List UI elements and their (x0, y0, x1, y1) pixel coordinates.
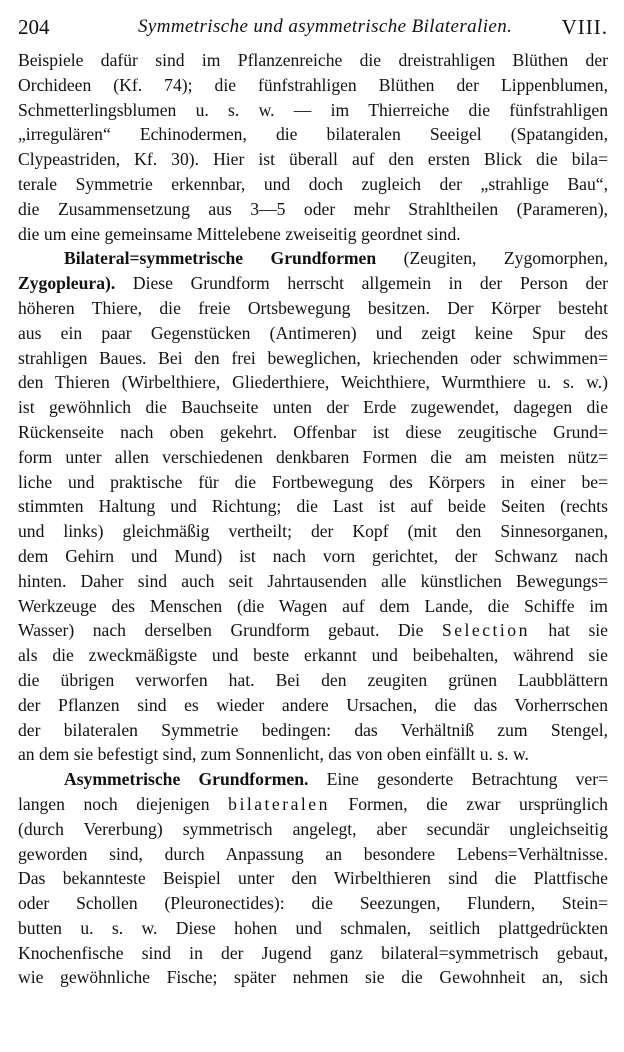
text-line: der bilateralen Symmetrie bedingen: das Verhältniß zum Stengel, (18, 719, 608, 740)
section-heading: Bilateral=symmetrische Grundformen (64, 248, 377, 269)
text-line: Beispiele dafür sind im Pflanzenreiche die dreistrahligen Blüthen der (18, 50, 608, 70)
text-run: langen noch diejenigen (18, 793, 229, 814)
text-line: an dem sie befestigt sind, zum Sonnenlicht, das von oben einfällt u. s. w. (18, 744, 529, 765)
paragraph (18, 767, 608, 990)
text-line: stimmten Haltung und Richtung; die Last ist auf beide Seiten (rechts (18, 496, 608, 517)
text-run: Eine gesonderte Betrachtung ver= (308, 769, 608, 790)
text-run: Die (379, 620, 442, 641)
text-line (18, 271, 608, 296)
text-line: wie gewöhnliche Fische; später nehmen sie die Gewohnheit an, sich (18, 967, 608, 988)
text-run: Wasser) nach derselben Grundform gebaut. (18, 620, 380, 641)
text-line: Knochenfische sind in der Jugend ganz bilateral=symmetrisch gebaut, (18, 942, 608, 963)
text-line: hinten. Daher sind auch seit Jahrtausenden alle künstlichen Bewegungs= (18, 570, 608, 591)
text-line (18, 246, 608, 271)
body-text (18, 48, 608, 990)
text-run: Formen, die zwar ursprünglich (329, 793, 608, 814)
text-line: „irregulären“ Echinodermen, die bilateralen Seeigel (Spatangiden, (18, 124, 608, 145)
text-line (18, 767, 608, 792)
text-line: form unter allen verschiedenen denkbaren Formen die am meisten nütz= (18, 446, 608, 467)
text-line: geworden sind, durch Anpassung an besondere Lebens=Verhältnisse. (18, 843, 608, 864)
text-line: die um eine gemeinsame Mittelebene zweiseitig geordnet sind. (18, 223, 461, 244)
running-title: Symmetrische und asymmetrische Bilateralien. (138, 16, 513, 37)
text-line: liche und praktische für die Fortbewegung des Körpers in einer be= (18, 471, 608, 492)
section-heading: Asymmetrische Grundformen. (64, 769, 309, 790)
chapter-number: VIII. (561, 15, 608, 39)
page-number: 204 (18, 15, 50, 39)
text-line: butten u. s. w. Diese hohen und schmalen, seitlich plattgedrückten (18, 917, 608, 938)
text-line: Orchideen (Kf. 74); die fünfstrahligen Blüthen der Lippenblumen, (18, 74, 608, 95)
text-line: Rückenseite nach oben gekehrt. Offenbar ist diese zeugitische Grund= (18, 421, 608, 442)
section-heading-term: Zygopleura). (18, 273, 116, 294)
text-line: Werkzeuge des Menschen (die Wagen auf dem Lande, die Schiffe im (18, 595, 608, 616)
text-line: terale Symmetrie erkennbar, und doch zugleich der „strahlige Bau“, (18, 173, 608, 194)
text-line: den Thieren (Wirbelthiere, Gliederthiere, Weichthiere, Wurmthiere u. s. w.) (18, 372, 608, 393)
text-line: Das bekannteste Beispiel unter den Wirbelthieren sind die Plattfische (18, 868, 608, 889)
text-line: aus ein paar Gegenstücken (Antimeren) und zeigt keine Spur des (18, 322, 608, 343)
text-line: strahligen Baues. Bei den frei beweglichen, kriechenden oder schwimmen= (18, 347, 608, 368)
page-header (18, 10, 608, 44)
text-line: Clypeastriden, Kf. 30). Hier ist überall auf den ersten Blick die bila= (18, 149, 608, 170)
emphasized-term: Selection (441, 620, 530, 641)
text-line: Schmetterlingsblumen u. s. w. — im Thierreiche die fünfstrahligen (18, 99, 608, 120)
emphasized-term: bilateralen (228, 793, 330, 814)
paragraph (18, 48, 608, 246)
text-line: dem Gehirn und Mund) ist nach vorn gerichtet, der Schwanz nach (18, 545, 608, 566)
text-line (18, 792, 608, 817)
book-page (18, 10, 608, 1042)
text-run: Diese Grundform herrscht allgemein in der Person der (115, 273, 608, 294)
text-line: und links) gleichmäßig vertheilt; der Kopf (mit den Sinnesorganen, (18, 521, 608, 542)
text-line: der Pflanzen sind es wieder andere Ursachen, die das Vorherrschen (18, 694, 608, 715)
text-run: (Zeugiten, Zygomorphen, (376, 248, 608, 269)
text-line (18, 618, 608, 643)
text-line: oder Schollen (Pleuronectides): die Seezungen, Flundern, Stein= (18, 893, 608, 914)
text-line: (durch Vererbung) symmetrisch angelegt, aber secundär ungleichseitig (18, 818, 608, 839)
text-run: hat sie (529, 620, 608, 641)
text-line: die Zusammensetzung aus 3—5 oder mehr Strahltheilen (Parameren), (18, 198, 608, 219)
text-line: als die zweckmäßigste und beste erkannt und beibehalten, während sie (18, 645, 608, 666)
text-line: die übrigen verworfen hat. Bei den zeugiten grünen Laubblättern (18, 669, 608, 690)
paragraph (18, 246, 608, 767)
text-line: höheren Thiere, die freie Ortsbewegung besitzen. Der Körper besteht (18, 297, 608, 318)
text-line: ist gewöhnlich die Bauchseite unten der Erde zugewendet, dagegen die (18, 397, 608, 418)
